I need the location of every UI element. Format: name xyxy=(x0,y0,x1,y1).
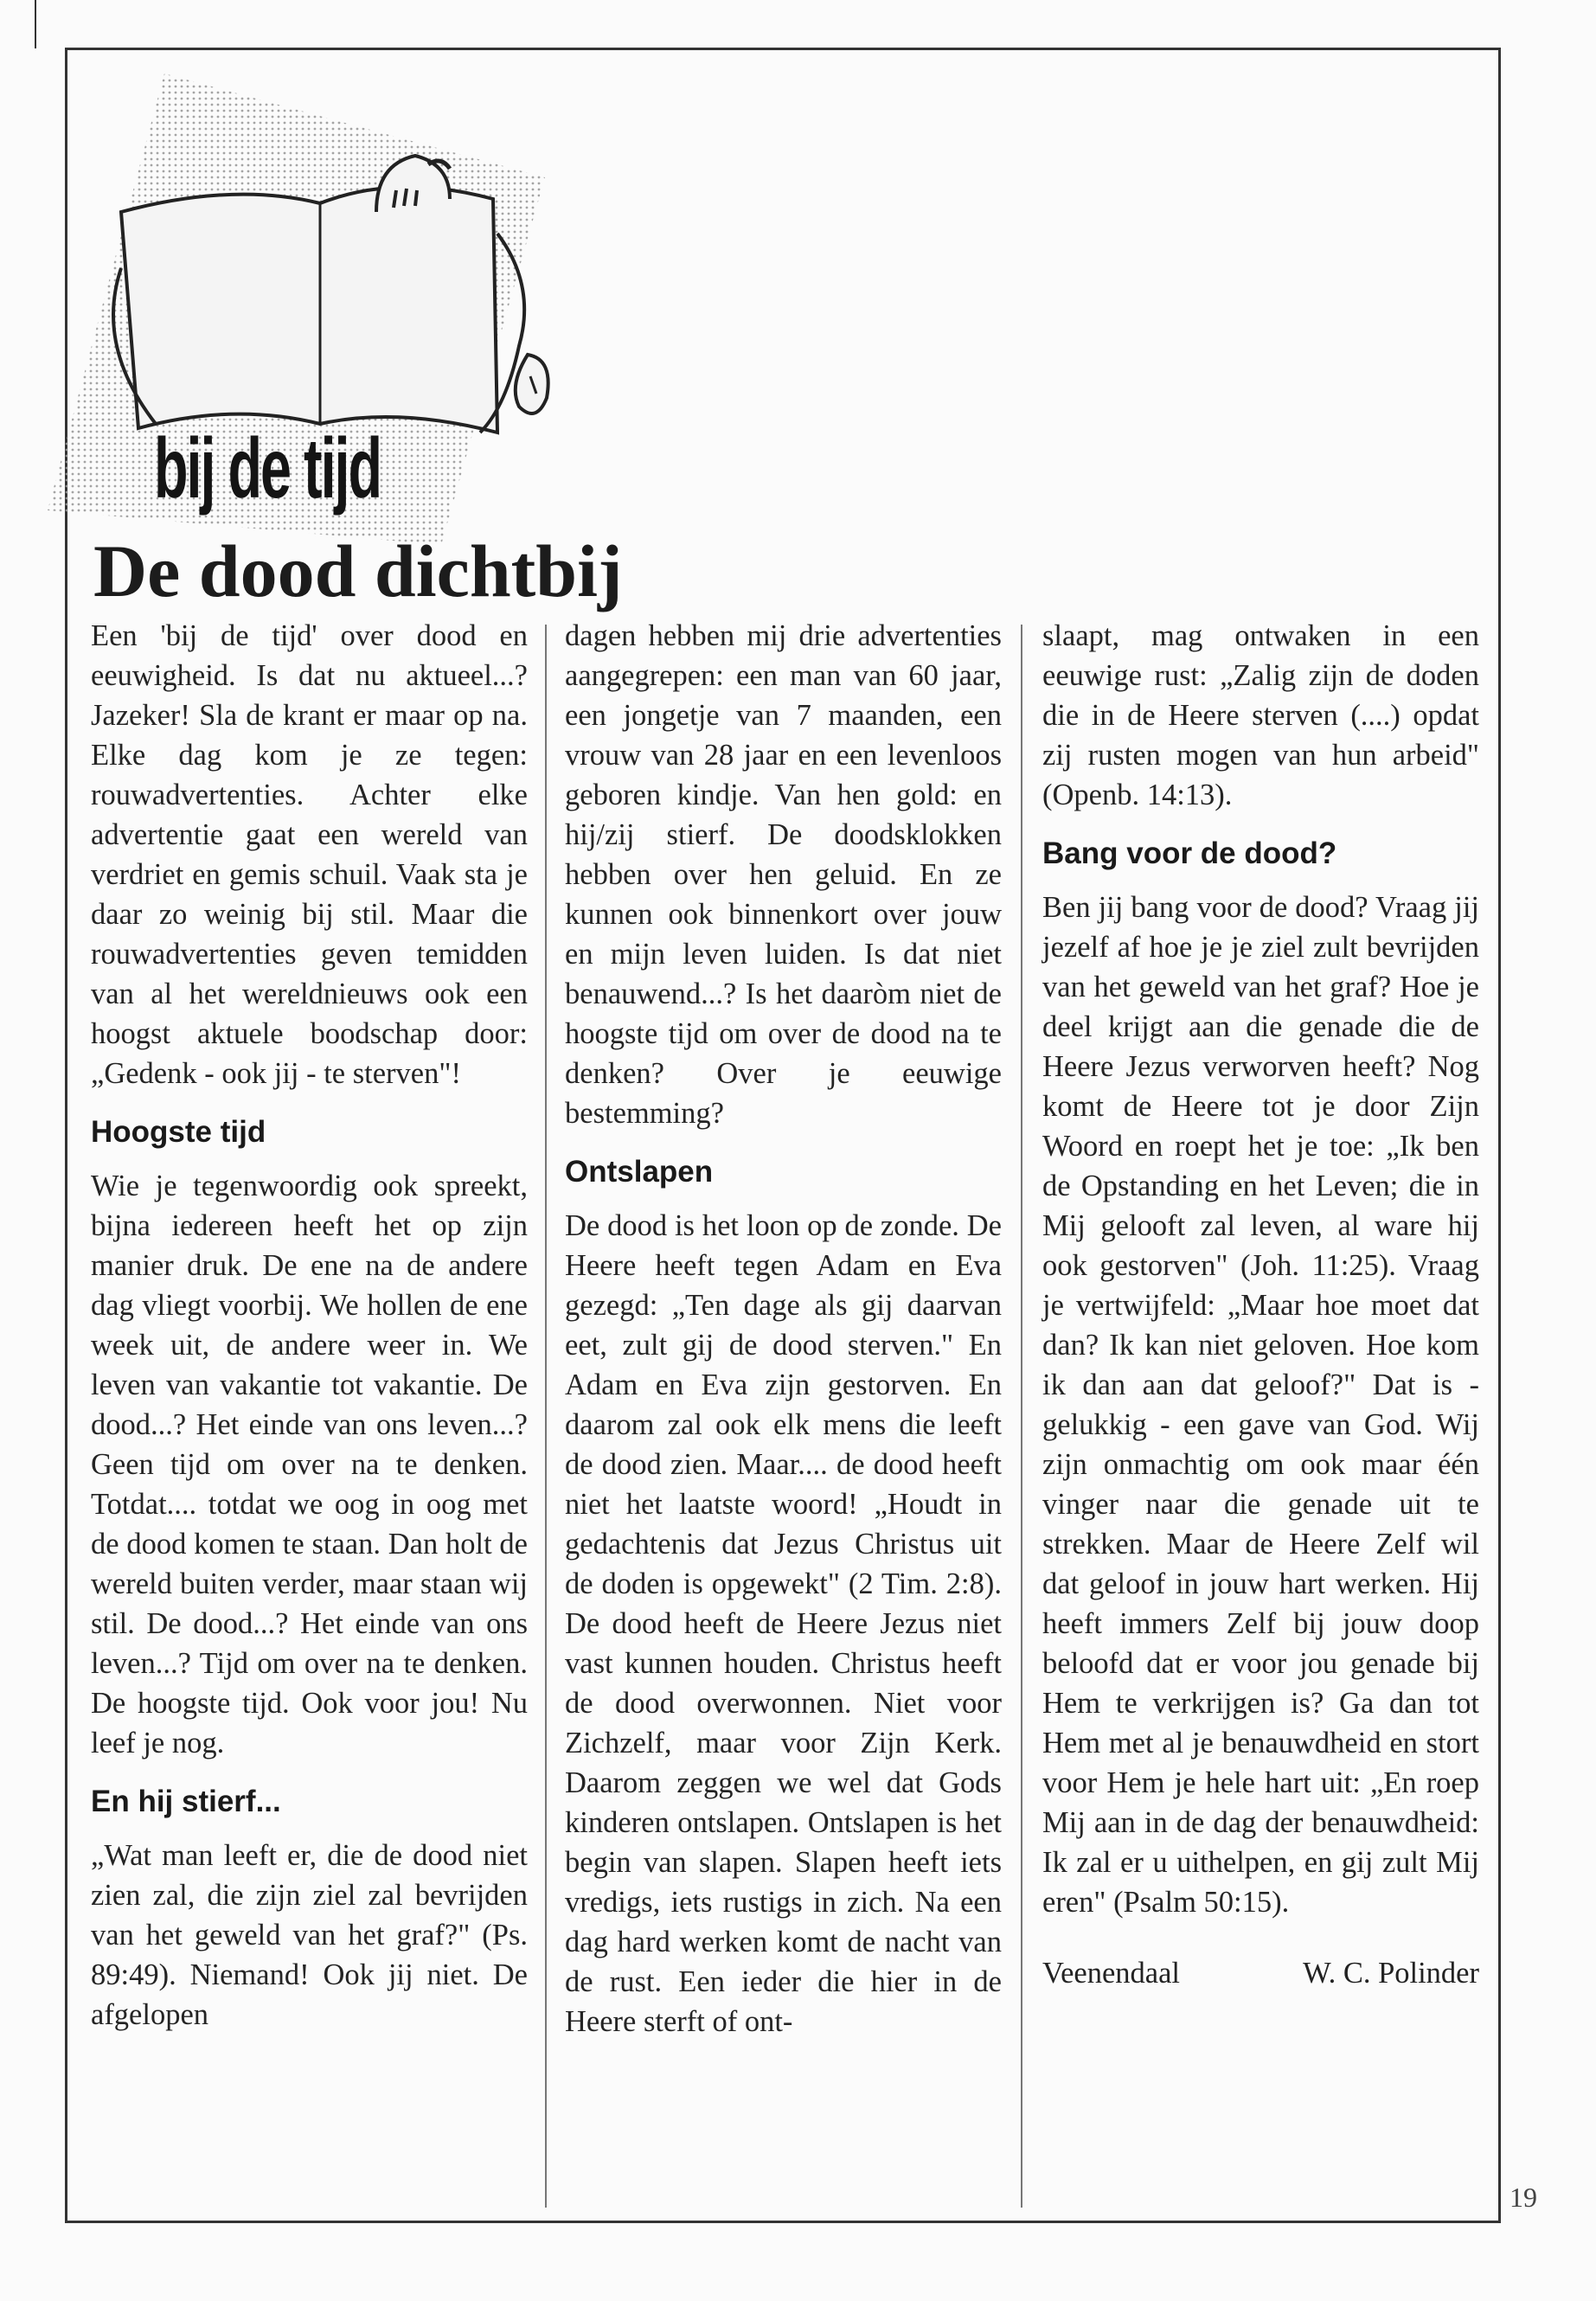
heading-en-hij-stierf: En hij stierf... xyxy=(91,1785,281,1818)
signature-place: Veenendaal xyxy=(1042,1957,1180,1990)
column-rule-2 xyxy=(1021,625,1022,2208)
page-number: 19 xyxy=(1509,2182,1537,2213)
paragraph-hoogste-tijd: Wie je tegenwoordig ook spreekt, bijna iedereen heeft het op zijn manier druk. De ene na de andere dag vliegt voorbij. We hollen de ene week uit, de andere weer in. We leven van vakantie tot vakantie. De dood...? Het einde van ons leven...? Geen tijd om over na te denken. Totdat.... totdat we oog in oog met de dood komen te staan. Dan holt de wereld buiten verder, maar staan wij stil. De dood...? Het einde van ons leven...? Tijd om over na te denken. De hoogste tijd. Ook voor jou! Nu leef je nog. xyxy=(91,1170,528,1759)
paragraph-intro: Een 'bij de tijd' over dood en eeuwigheid. Is dat nu aktueel...? Jazeker! Sla de krant er maar op na. Elke dag kom je ze tegen: rouwadvertenties. Achter elke advertentie gaat een wereld van verdriet en gemis schuil. Vaak sta je daar zo weinig bij stil. Maar die rouwadvertenties geven temidden van al het wereldnieuws ook een hoogst aktuele boodschap door: „Gedenk - ook jij - te sterven"! xyxy=(91,619,528,1090)
column-rule-1 xyxy=(545,625,547,2208)
binding-edge xyxy=(35,0,36,48)
paragraph-en-hij-stierf: „Wat man leeft er, die de dood niet zien zal, die zijn ziel zal bevrijden van het geweld van het graf?" (Ps. 89:49). Niemand! Ook jij niet. De afgelopen xyxy=(91,1839,528,2031)
signature-author: W. C. Polinder xyxy=(1303,1957,1479,1990)
heading-hoogste-tijd: Hoogste tijd xyxy=(91,1115,266,1149)
article-column-1 xyxy=(91,616,528,2199)
paragraph-bang-voor-de-dood: Ben jij bang voor de dood? Vraag jij jezelf af hoe je je ziel zult bevrijden van het geweld van het graf? Hoe je deel krijgt aan die genade die de Heere Jezus verworven heeft? Nog komt de Heere tot je door Zijn Woord en roept het je toe: „Ik ben de Opstanding en het Leven; die in Mij gelooft zal leven, al ware hij ook gestorven" (Joh. 11:25). Vraag je vertwijfeld: „Maar hoe moet dat dan? Ik kan niet geloven. Hoe kom ik dan aan dat geloof?" Dat is - gelukkig - een gave van God. Wij zijn onmachtig om ook maar één vinger naar die genade uit te strekken. Maar de Heere Zelf wil dat geloof in jouw hart werken. Hij heeft immers Zelf bij jouw doop beloofd dat er voor jou genade bij Hem te verkrijgen is? Ga dan tot Hem met al je benauwdheid en stort voor Hem je hele hart uit: „En roep Mij aan in de dag der benauwdheid: Ik zal er u uithelpen, en gij zult Mij eren" (Psalm 50:15). xyxy=(1042,891,1479,1919)
article-column-3 xyxy=(1042,616,1479,2199)
logo-text: bij de tijd xyxy=(154,420,381,516)
article-column-2 xyxy=(565,616,1002,2199)
article-title: De dood dichtbij xyxy=(93,529,623,612)
signature xyxy=(1042,1953,1479,1993)
paragraph-advertenties: dagen hebben mij drie advertenties aangegrepen: een man van 60 jaar, een jongetje van 7 maanden, een vrouw van 28 jaar en een levenloos geboren kindje. Van hen gold: en hij/zij stierf. De doodsklokken hebben over hen geluid. En ze kunnen ook binnenkort over jouw en mijn leven luiden. Is dat niet benauwend...? Is het daaròm niet de hoogste tijd om over de dood na te denken? Over je eeuwige bestemming? xyxy=(565,619,1002,1130)
paragraph-ontslapen: De dood is het loon op de zonde. De Heere heeft tegen Adam en Eva gezegd: „Ten dage als gij daarvan eet, zult gij de dood sterven." En Adam en Eva zijn gestorven. En daarom zal ook elk mens die leeft de dood zien. Maar.... de dood heeft niet het laatste woord! „Houdt in gedachtenis dat Jezus Christus uit de doden is opgewekt" (2 Tim. 2:8). De dood heeft de Heere Jezus niet vast kunnen houden. Christus heeft de dood overwonnen. Niet voor Zichzelf, maar voor Zijn Kerk. Daarom zeggen we wel dat Gods kinderen ontslapen. Ontslapen is het begin van slapen. Slapen heeft iets vredigs, iets rustigs in zich. Na een dag hard werken komt de nacht van de rust. Een ieder die hier in de Heere sterft of ont- xyxy=(565,1209,1002,2038)
heading-bang-voor-de-dood: Bang voor de dood? xyxy=(1042,836,1337,870)
column-logo xyxy=(35,61,554,545)
paragraph-continuation: slaapt, mag ontwaken in een eeuwige rust: „Zalig zijn de doden die in de Heere sterven (....) opdat zij rusten mogen van hun arbeid" (Openb. 14:13). xyxy=(1042,619,1479,811)
heading-ontslapen: Ontslapen xyxy=(565,1155,714,1189)
